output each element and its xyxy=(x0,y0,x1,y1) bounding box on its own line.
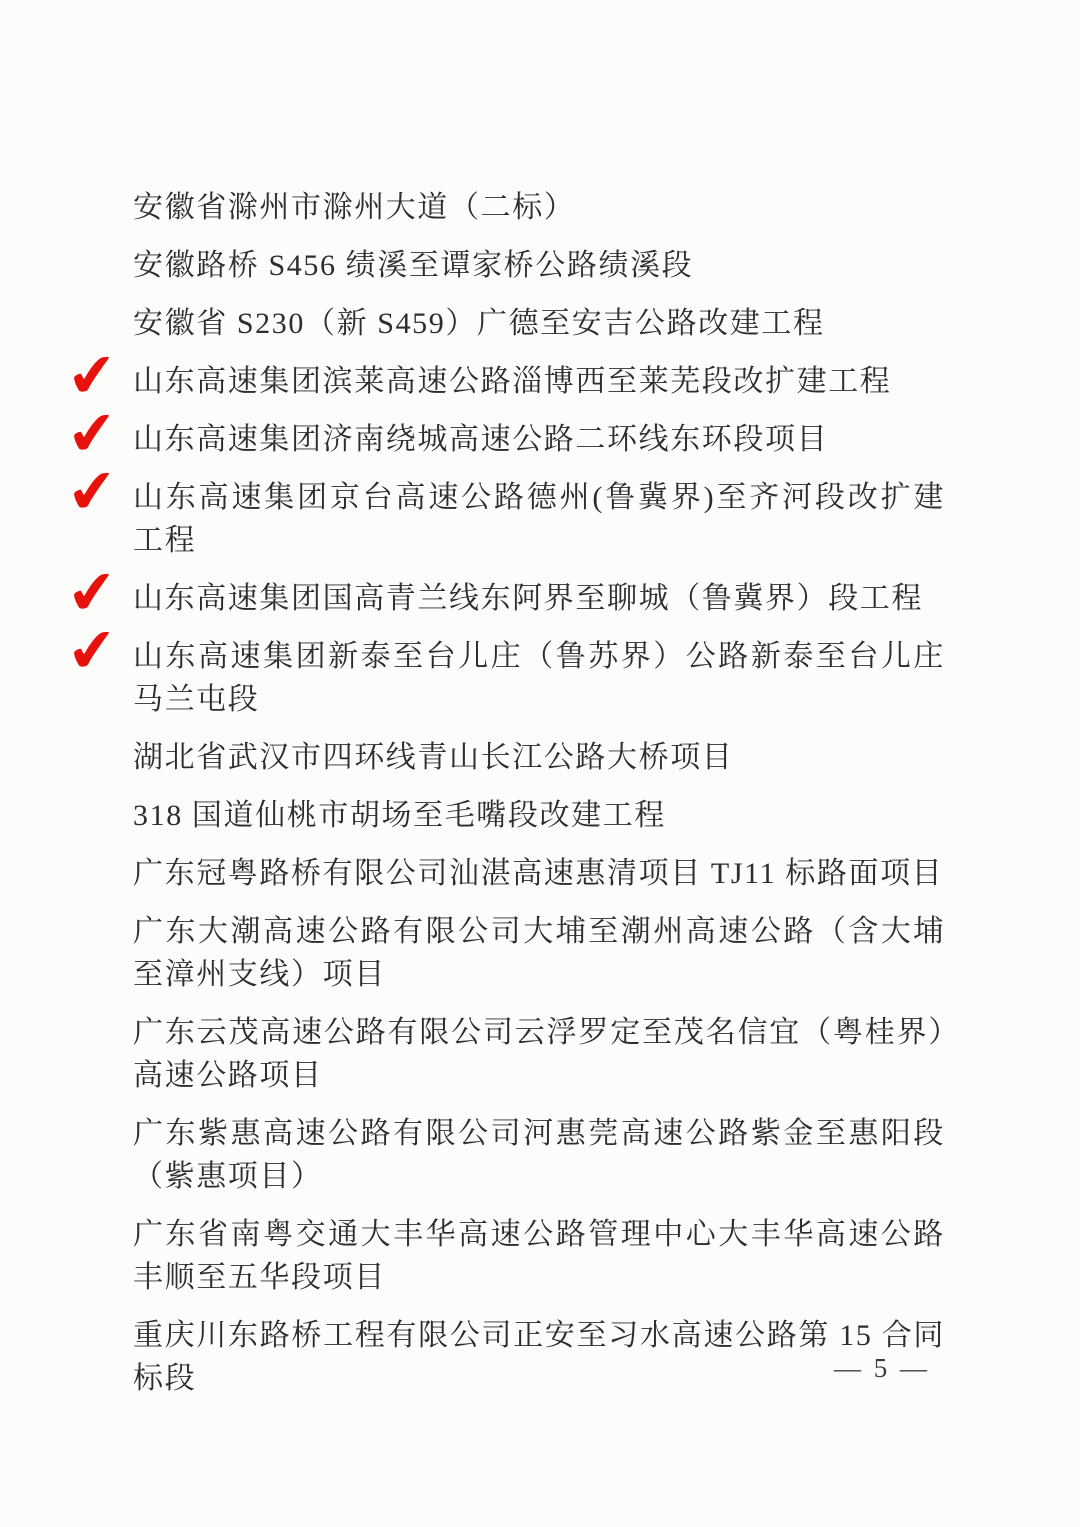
project-name-text: 广东冠粤路桥有限公司汕湛高速惠清项目 TJ11 标路面项目 xyxy=(133,857,944,890)
red-checkmark-icon: ✔ xyxy=(64,613,121,689)
project-name-text: 山东高速集团新泰至台儿庄（鲁苏界）公路新泰至台儿庄马兰屯段 xyxy=(133,640,945,716)
page-number: — 5 — xyxy=(834,1353,930,1383)
project-name-text: 广东省南粤交通大丰华高速公路管理中心大丰华高速公路丰顺至五华段项目 xyxy=(133,1218,945,1294)
list-item xyxy=(64,454,945,562)
list-item xyxy=(133,910,945,996)
red-checkmark-icon: ✔ xyxy=(64,396,121,472)
list-item xyxy=(133,1112,945,1198)
list-item xyxy=(133,186,945,229)
list-item xyxy=(133,302,945,345)
project-name-text: 广东云茂高速公路有限公司云浮罗定至茂名信宜（粤桂界）高速公路项目 xyxy=(133,1016,945,1092)
project-name-text: 安徽省滁州市滁州大道（二标） xyxy=(133,191,576,224)
project-name-text: 广东大潮高速公路有限公司大埔至潮州高速公路（含大埔至漳州支线）项目 xyxy=(133,915,945,991)
list-item xyxy=(64,555,945,631)
project-name-text: 安徽省 S230（新 S459）广德至安吉公路改建工程 xyxy=(133,307,825,340)
list-item xyxy=(133,1213,945,1299)
red-checkmark-icon: ✔ xyxy=(64,338,121,414)
list-item xyxy=(133,794,945,837)
project-name-text: 山东高速集团滨莱高速公路淄博西至莱芜段改扩建工程 xyxy=(133,365,892,398)
project-name-text: 山东高速集团京台高速公路德州(鲁冀界)至齐河段改扩建工程 xyxy=(133,481,945,557)
list-item xyxy=(133,1314,945,1400)
project-name-text: 318 国道仙桃市胡场至毛嘴段改建工程 xyxy=(133,799,666,832)
project-list xyxy=(64,186,945,1415)
project-name-text: 山东高速集团济南绕城高速公路二环线东环段项目 xyxy=(133,423,829,456)
list-item xyxy=(133,244,945,287)
list-item xyxy=(64,396,945,472)
list-item xyxy=(133,736,945,779)
red-checkmark-icon: ✔ xyxy=(64,555,121,631)
list-item xyxy=(64,613,945,721)
list-item xyxy=(64,338,945,414)
project-name-text: 重庆川东路桥工程有限公司正安至习水高速公路第 15 合同标段 xyxy=(133,1319,945,1395)
project-name-text: 广东紫惠高速公路有限公司河惠莞高速公路紫金至惠阳段（紫惠项目） xyxy=(133,1117,945,1193)
list-item xyxy=(133,1011,945,1097)
red-checkmark-icon: ✔ xyxy=(64,454,121,530)
project-name-text: 山东高速集团国高青兰线东阿界至聊城（鲁冀界）段工程 xyxy=(133,582,923,615)
project-name-text: 湖北省武汉市四环线青山长江公路大桥项目 xyxy=(133,741,734,774)
list-item xyxy=(133,852,945,895)
project-name-text: 安徽路桥 S456 绩溪至谭家桥公路绩溪段 xyxy=(133,249,694,282)
